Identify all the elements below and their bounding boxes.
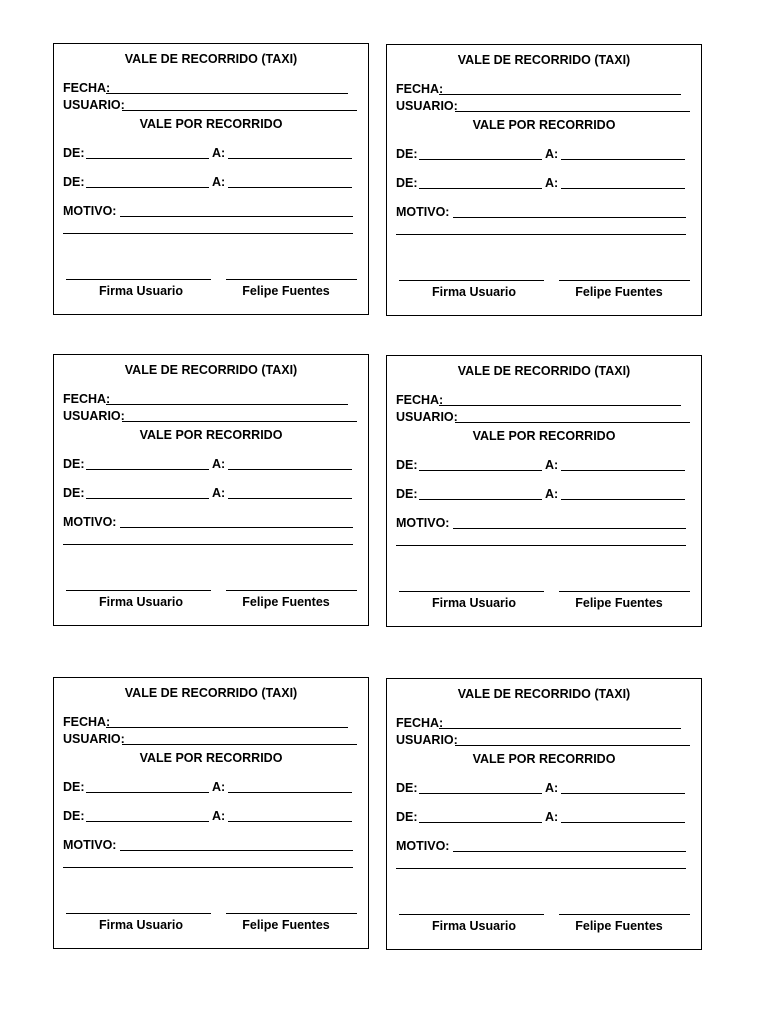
de-label: DE: [63,486,85,500]
a-field-2[interactable] [561,822,685,823]
de-row-2 [396,810,418,824]
a-field-2[interactable] [228,187,352,188]
de-row-1 [396,458,418,472]
voucher-title: VALE DE RECORRIDO (TAXI) [124,52,298,66]
usuario-field[interactable] [455,745,690,746]
de-label: DE: [396,781,418,795]
a-field-2[interactable] [228,498,352,499]
usuario-label: USUARIO: [396,410,458,424]
de-field-1[interactable] [419,159,542,160]
motivo-field[interactable] [120,527,353,528]
de-row-2 [63,175,85,189]
voucher-title: VALE DE RECORRIDO (TAXI) [124,363,298,377]
fecha-field[interactable] [439,728,681,729]
fecha-row [396,393,443,407]
fecha-row [63,392,110,406]
fecha-field[interactable] [106,404,348,405]
felipe-fuentes-label: Felipe Fuentes [575,285,663,299]
a-field-1[interactable] [228,469,352,470]
usuario-field[interactable] [455,111,690,112]
usuario-field[interactable] [122,110,357,111]
a-label: A: [212,486,226,500]
motivo-field-line-2[interactable] [63,867,353,868]
a-field-2[interactable] [561,499,685,500]
fecha-label: FECHA: [396,716,444,730]
voucher-card [53,354,369,626]
motivo-label: MOTIVO: [396,516,450,530]
a-field-1[interactable] [561,470,685,471]
felipe-fuentes-label: Felipe Fuentes [242,595,330,609]
usuario-label: USUARIO: [63,98,125,112]
motivo-field[interactable] [453,217,686,218]
de-row-2 [63,486,85,500]
a-label: A: [212,809,226,823]
fecha-field[interactable] [439,94,681,95]
a-label: A: [212,780,226,794]
a-label: A: [545,781,559,795]
motivo-field[interactable] [453,528,686,529]
motivo-row [396,516,449,530]
usuario-row [63,409,125,423]
de-row-1 [63,146,85,160]
firma-usuario-line[interactable] [399,914,544,915]
motivo-field-line-2[interactable] [396,545,686,546]
de-label: DE: [396,810,418,824]
de-field-2[interactable] [419,822,542,823]
motivo-field[interactable] [120,216,353,217]
de-label: DE: [396,487,418,501]
a-field-1[interactable] [561,159,685,160]
motivo-row [63,515,116,529]
de-row-2 [396,176,418,190]
a-label: A: [545,487,559,501]
de-field-1[interactable] [86,469,209,470]
motivo-row [396,205,449,219]
de-label: DE: [396,147,418,161]
felipe-fuentes-line[interactable] [226,913,357,914]
firma-usuario-line[interactable] [399,280,544,281]
voucher-subtitle: VALE POR RECORRIDO [139,117,283,131]
firma-usuario-line[interactable] [66,590,211,591]
motivo-field-line-2[interactable] [396,868,686,869]
de-field-2[interactable] [86,821,209,822]
fecha-label: FECHA: [63,81,111,95]
usuario-row [63,732,125,746]
voucher-title: VALE DE RECORRIDO (TAXI) [457,53,631,67]
usuario-row [63,98,125,112]
motivo-label: MOTIVO: [396,839,450,853]
usuario-label: USUARIO: [396,99,458,113]
voucher-card [386,355,702,627]
felipe-fuentes-line[interactable] [559,914,690,915]
fecha-label: FECHA: [63,715,111,729]
voucher-title: VALE DE RECORRIDO (TAXI) [457,687,631,701]
usuario-label: USUARIO: [63,732,125,746]
de-field-1[interactable] [419,470,542,471]
usuario-field[interactable] [122,421,357,422]
a-label: A: [545,810,559,824]
voucher-subtitle: VALE POR RECORRIDO [472,752,616,766]
fecha-label: FECHA: [396,393,444,407]
firma-usuario-label: Firma Usuario [98,284,184,298]
firma-usuario-label: Firma Usuario [98,918,184,932]
de-label: DE: [396,176,418,190]
de-row-1 [396,147,418,161]
fecha-row [63,81,110,95]
fecha-row [63,715,110,729]
motivo-label: MOTIVO: [63,838,117,852]
a-field-1[interactable] [228,158,352,159]
motivo-field[interactable] [453,851,686,852]
motivo-field-line-2[interactable] [63,544,353,545]
de-row-2 [63,809,85,823]
voucher-subtitle: VALE POR RECORRIDO [472,429,616,443]
de-label: DE: [63,809,85,823]
de-label: DE: [396,458,418,472]
motivo-row [63,204,116,218]
a-label: A: [545,147,559,161]
firma-usuario-label: Firma Usuario [98,595,184,609]
firma-usuario-label: Firma Usuario [431,919,517,933]
de-field-2[interactable] [419,188,542,189]
a-field-1[interactable] [228,792,352,793]
motivo-field-line-2[interactable] [396,234,686,235]
motivo-label: MOTIVO: [396,205,450,219]
de-field-2[interactable] [419,499,542,500]
felipe-fuentes-label: Felipe Fuentes [242,284,330,298]
a-field-2[interactable] [561,188,685,189]
a-field-2[interactable] [228,821,352,822]
de-field-1[interactable] [86,792,209,793]
voucher-subtitle: VALE POR RECORRIDO [139,751,283,765]
fecha-label: FECHA: [63,392,111,406]
de-row-1 [396,781,418,795]
a-label: A: [212,146,226,160]
motivo-label: MOTIVO: [63,515,117,529]
usuario-field[interactable] [122,744,357,745]
de-label: DE: [63,146,85,160]
voucher-card [386,44,702,316]
voucher-card [53,677,369,949]
usuario-row [396,99,458,113]
firma-usuario-label: Firma Usuario [431,596,517,610]
de-row-1 [63,457,85,471]
firma-usuario-line[interactable] [66,279,211,280]
felipe-fuentes-label: Felipe Fuentes [575,919,663,933]
fecha-row [396,716,443,730]
fecha-field[interactable] [106,727,348,728]
motivo-row [396,839,449,853]
usuario-label: USUARIO: [396,733,458,747]
felipe-fuentes-label: Felipe Fuentes [575,596,663,610]
felipe-fuentes-label: Felipe Fuentes [242,918,330,932]
firma-usuario-line[interactable] [399,591,544,592]
a-label: A: [545,176,559,190]
a-label: A: [212,457,226,471]
usuario-row [396,410,458,424]
fecha-field[interactable] [106,93,348,94]
felipe-fuentes-line[interactable] [226,590,357,591]
de-row-1 [63,780,85,794]
de-field-2[interactable] [86,498,209,499]
de-label: DE: [63,175,85,189]
felipe-fuentes-line[interactable] [226,279,357,280]
motivo-label: MOTIVO: [63,204,117,218]
felipe-fuentes-line[interactable] [559,280,690,281]
de-field-1[interactable] [86,158,209,159]
fecha-label: FECHA: [396,82,444,96]
motivo-field[interactable] [120,850,353,851]
voucher-title: VALE DE RECORRIDO (TAXI) [124,686,298,700]
fecha-row [396,82,443,96]
de-label: DE: [63,457,85,471]
a-field-1[interactable] [561,793,685,794]
voucher-card [386,678,702,950]
voucher-subtitle: VALE POR RECORRIDO [472,118,616,132]
de-label: DE: [63,780,85,794]
motivo-field-line-2[interactable] [63,233,353,234]
usuario-label: USUARIO: [63,409,125,423]
voucher-title: VALE DE RECORRIDO (TAXI) [457,364,631,378]
de-row-2 [396,487,418,501]
de-field-2[interactable] [86,187,209,188]
usuario-row [396,733,458,747]
de-field-1[interactable] [419,793,542,794]
a-label: A: [545,458,559,472]
usuario-field[interactable] [455,422,690,423]
fecha-field[interactable] [439,405,681,406]
voucher-subtitle: VALE POR RECORRIDO [139,428,283,442]
firma-usuario-label: Firma Usuario [431,285,517,299]
felipe-fuentes-line[interactable] [559,591,690,592]
voucher-card [53,43,369,315]
firma-usuario-line[interactable] [66,913,211,914]
a-label: A: [212,175,226,189]
motivo-row [63,838,116,852]
